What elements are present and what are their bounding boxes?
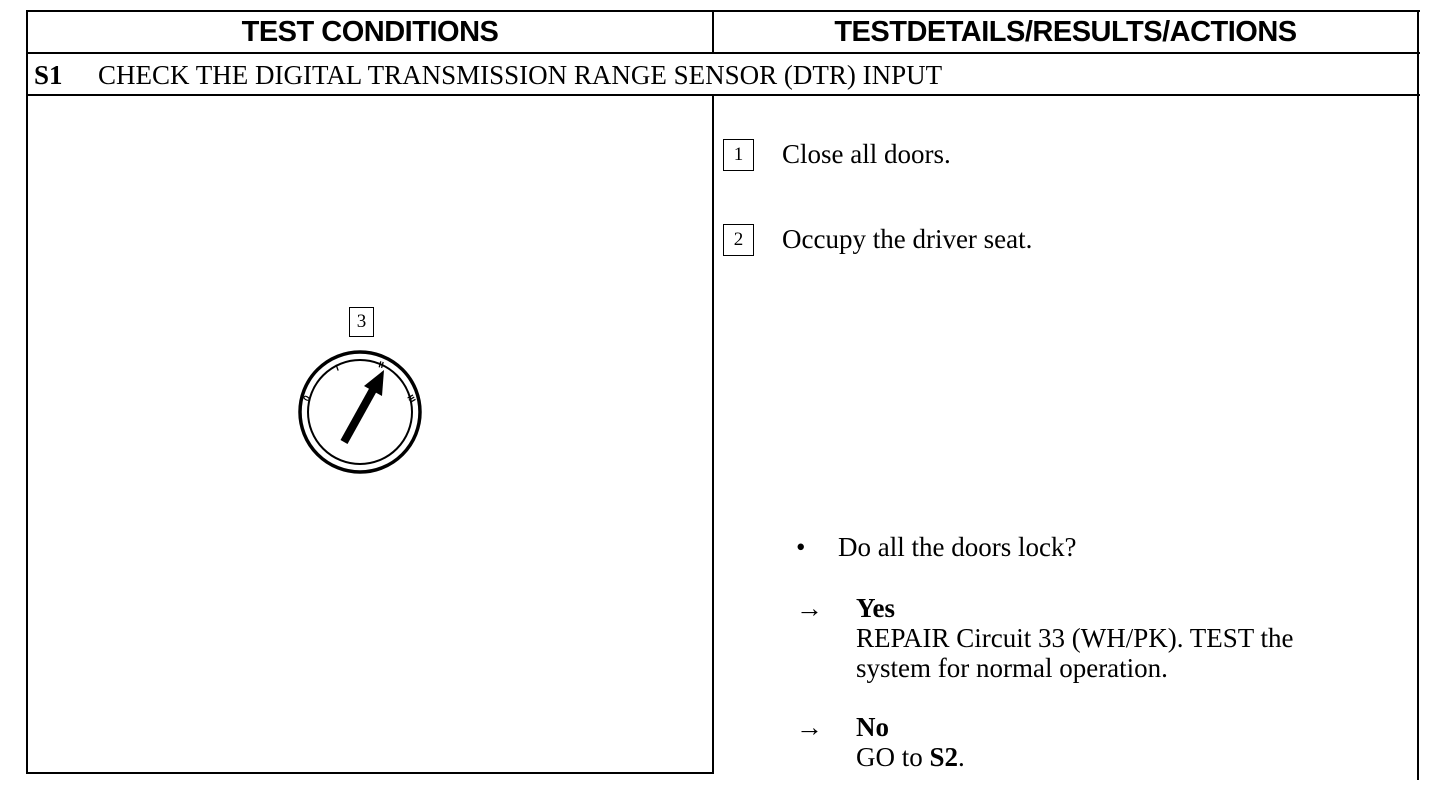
arrow-right-icon: → [796, 712, 823, 742]
table-bottom-border [26, 772, 714, 774]
step-text: Occupy the driver seat. [782, 224, 1033, 254]
svg-text:III: III [405, 393, 418, 405]
title-divider [26, 94, 1420, 96]
answer-no-action-suffix: . [958, 742, 965, 772]
svg-text:0: 0 [301, 393, 313, 403]
section-title-row [34, 58, 942, 92]
header-test-details: TESTDETAILS/RESULTS/ACTIONS [834, 15, 1297, 48]
result-question [796, 532, 1076, 563]
answer-yes-action-line1: REPAIR Circuit 33 (WH/PK). TEST the [856, 623, 1294, 653]
table-right-border [1417, 10, 1419, 780]
answer-label-yes: Yes [856, 593, 895, 623]
table-left-border [26, 10, 28, 774]
answer-yes-action-line2: system for normal operation. [856, 653, 1168, 683]
section-title: CHECK THE DIGITAL TRANSMISSION RANGE SENSOR (DTR) INPUT [98, 59, 943, 90]
svg-text:II: II [377, 359, 385, 371]
question-text: Do all the doors lock? [838, 532, 1077, 562]
section-id: S1 [34, 59, 63, 90]
bullet-icon: • [796, 532, 806, 562]
ignition-switch-icon [290, 350, 430, 480]
answer-no-action [856, 742, 965, 772]
header-divider [26, 52, 1420, 54]
arrow-right-icon: → [796, 593, 823, 623]
answer-no-action-prefix: GO to [856, 742, 930, 772]
step-number-box: 1 [723, 139, 754, 171]
column-divider-body [712, 94, 714, 774]
step-text: Close all doors. [782, 139, 951, 169]
illustration-step-number-box: 3 [349, 307, 374, 337]
svg-text:I: I [334, 362, 341, 373]
answer-label-no: No [856, 712, 889, 742]
step-number-box: 2 [723, 224, 754, 256]
answer-no-step-ref: S2 [929, 742, 959, 772]
header-test-conditions: TEST CONDITIONS [241, 15, 499, 48]
